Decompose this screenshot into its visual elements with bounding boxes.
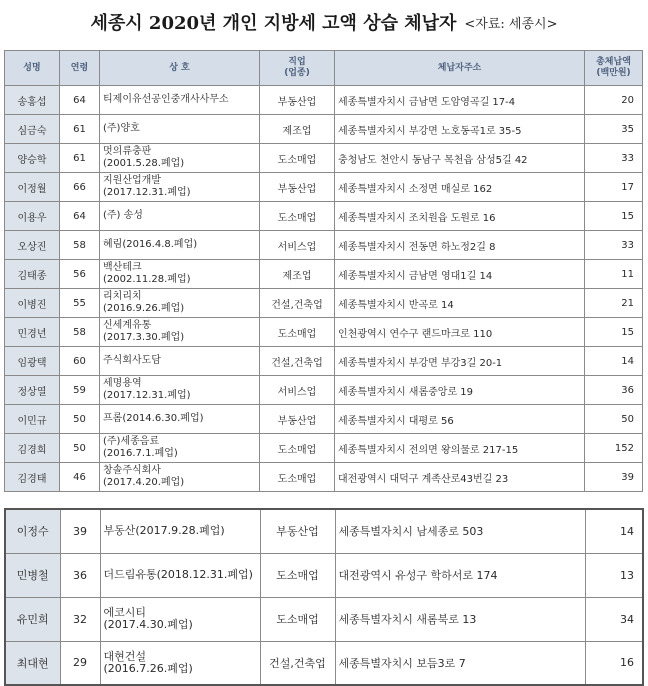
cell-age: 58 — [60, 318, 100, 347]
cell-industry: 부동산업 — [260, 173, 335, 202]
cell-name: 양승학 — [5, 144, 60, 173]
cell-name: 이정수 — [5, 509, 60, 553]
table-row — [5, 289, 643, 318]
business-name: 부동산(2017.9.28.폐업) — [103, 524, 225, 538]
cell-age: 55 — [60, 289, 100, 318]
cell-address: 세종특별자치시 남세종로 503 — [335, 509, 585, 553]
business-closure-note: (2017.12.31.폐업) — [103, 390, 191, 401]
business-name: 대현건설 — [103, 649, 147, 663]
cell-industry: 도소매업 — [260, 202, 335, 231]
cell-industry: 제조업 — [260, 260, 335, 289]
cell-age: 61 — [60, 144, 100, 173]
cell-industry: 서비스업 — [260, 231, 335, 260]
table-row — [5, 260, 643, 289]
cell-amount: 14 — [585, 509, 643, 553]
cell-name: 정상열 — [5, 376, 60, 405]
cell-name: 김태종 — [5, 260, 60, 289]
cell-address: 세종특별자치시 금남면 도암영곡길 17-4 — [335, 86, 585, 115]
business-closure-note: (2016.7.1.폐업) — [103, 448, 178, 459]
header-amount — [585, 51, 643, 86]
business-closure-note: (2002.11.28.폐업) — [103, 274, 191, 285]
cell-amount: 34 — [585, 597, 643, 641]
cell-age: 36 — [60, 553, 100, 597]
table-row — [5, 641, 643, 685]
business-name: 리치리치 — [103, 291, 142, 302]
delinquent-table-upper — [4, 50, 643, 492]
cell-amount: 13 — [585, 553, 643, 597]
cell-address: 세종특별자치시 대평로 56 — [335, 405, 585, 434]
cell-industry: 도소매업 — [260, 463, 335, 492]
cell-industry: 도소매업 — [260, 553, 335, 597]
table-row — [5, 376, 643, 405]
cell-address: 대전광역시 대덕구 계족산로43번길 23 — [335, 463, 585, 492]
cell-amount: 36 — [585, 376, 643, 405]
cell-address: 세종특별자치시 전동면 하노정2길 8 — [335, 231, 585, 260]
table-row — [5, 231, 643, 260]
delinquent-table-lower — [4, 508, 644, 686]
cell-age: 66 — [60, 173, 100, 202]
cell-name: 심금숙 — [5, 115, 60, 144]
document-title — [0, 0, 648, 44]
cell-industry: 도소매업 — [260, 434, 335, 463]
cell-address: 세종특별자치시 새롬북로 13 — [335, 597, 585, 641]
cell-industry: 부동산업 — [260, 509, 335, 553]
cell-industry: 부동산업 — [260, 86, 335, 115]
cell-amount: 33 — [585, 144, 643, 173]
cell-business — [100, 347, 260, 376]
table-row — [5, 509, 643, 553]
table-row — [5, 553, 643, 597]
cell-industry: 제조업 — [260, 115, 335, 144]
cell-business — [100, 641, 260, 685]
cell-name: 민병철 — [5, 553, 60, 597]
cell-industry: 도소매업 — [260, 318, 335, 347]
cell-business — [100, 509, 260, 553]
business-name: (주) 송성 — [103, 210, 143, 221]
cell-business — [100, 144, 260, 173]
business-name: (주)세종음료 — [103, 436, 160, 447]
cell-industry: 도소매업 — [260, 597, 335, 641]
cell-industry: 건설,건축업 — [260, 347, 335, 376]
cell-name: 송홍섭 — [5, 86, 60, 115]
cell-address: 세종특별자치시 소정면 매실로 162 — [335, 173, 585, 202]
table-row — [5, 202, 643, 231]
business-name: 프롬(2014.6.30.폐업) — [103, 413, 204, 424]
cell-name: 임광택 — [5, 347, 60, 376]
header-name: 성명 — [5, 51, 60, 86]
table-row — [5, 434, 643, 463]
cell-age: 64 — [60, 86, 100, 115]
cell-name: 이병진 — [5, 289, 60, 318]
cell-address: 세종특별자치시 전의면 왕의물로 217-15 — [335, 434, 585, 463]
cell-business — [100, 376, 260, 405]
business-closure-note: (2016.9.26.폐업) — [103, 303, 185, 314]
cell-age: 58 — [60, 231, 100, 260]
cell-business — [100, 173, 260, 202]
cell-business — [100, 260, 260, 289]
business-name: 세명용역 — [103, 378, 142, 389]
cell-amount: 152 — [585, 434, 643, 463]
table-row — [5, 86, 643, 115]
cell-address: 세종특별자치시 보듬3로 7 — [335, 641, 585, 685]
cell-address: 세종특별자치시 반곡로 14 — [335, 289, 585, 318]
table-row — [5, 597, 643, 641]
cell-name: 이민규 — [5, 405, 60, 434]
cell-industry: 건설,건축업 — [260, 289, 335, 318]
cell-industry: 서비스업 — [260, 376, 335, 405]
cell-age: 46 — [60, 463, 100, 492]
cell-business — [100, 231, 260, 260]
cell-age: 61 — [60, 115, 100, 144]
cell-name: 이정월 — [5, 173, 60, 202]
cell-business — [100, 115, 260, 144]
cell-amount: 39 — [585, 463, 643, 492]
cell-age: 32 — [60, 597, 100, 641]
table-row — [5, 318, 643, 347]
cell-age: 59 — [60, 376, 100, 405]
cell-name: 최대현 — [5, 641, 60, 685]
cell-business — [100, 318, 260, 347]
table-row — [5, 347, 643, 376]
cell-amount: 20 — [585, 86, 643, 115]
cell-amount: 15 — [585, 318, 643, 347]
cell-industry: 도소매업 — [260, 144, 335, 173]
cell-amount: 15 — [585, 202, 643, 231]
cell-name: 김경태 — [5, 463, 60, 492]
cell-name: 민경년 — [5, 318, 60, 347]
cell-name: 이용우 — [5, 202, 60, 231]
cell-address: 세종특별자치시 조치원읍 도원로 16 — [335, 202, 585, 231]
business-name: 지원산업개발 — [103, 175, 161, 186]
business-name: 백산테크 — [103, 262, 142, 273]
cell-age: 29 — [60, 641, 100, 685]
cell-age: 64 — [60, 202, 100, 231]
cell-name: 유민희 — [5, 597, 60, 641]
cell-amount: 16 — [585, 641, 643, 685]
cell-amount: 33 — [585, 231, 643, 260]
table-row — [5, 173, 643, 202]
business-name: 멋의류충판 — [103, 146, 152, 157]
cell-industry: 부동산업 — [260, 405, 335, 434]
cell-amount: 11 — [585, 260, 643, 289]
cell-age: 39 — [60, 509, 100, 553]
cell-industry: 건설,건축업 — [260, 641, 335, 685]
cell-name: 오상진 — [5, 231, 60, 260]
cell-amount: 14 — [585, 347, 643, 376]
business-closure-note: (2017.4.20.폐업) — [103, 477, 185, 488]
cell-address: 세종특별자치시 부강면 부강3길 20-1 — [335, 347, 585, 376]
table-row — [5, 463, 643, 492]
title-source: <자료: 세종시> — [464, 16, 558, 32]
cell-amount: 21 — [585, 289, 643, 318]
cell-business — [100, 86, 260, 115]
cell-business — [100, 405, 260, 434]
header-address: 체납자주소 — [335, 51, 585, 86]
business-closure-note: (2016.7.26.폐업) — [103, 661, 193, 675]
header-industry-line2: (업종) — [284, 68, 310, 78]
cell-age: 56 — [60, 260, 100, 289]
cell-name: 김경희 — [5, 434, 60, 463]
table-row — [5, 115, 643, 144]
cell-business — [100, 463, 260, 492]
header-amount-line1: 총체납액 — [596, 57, 631, 67]
cell-address: 세종특별자치시 금남면 영대1길 14 — [335, 260, 585, 289]
cell-age: 60 — [60, 347, 100, 376]
cell-address: 인천광역시 연수구 랜드마크로 110 — [335, 318, 585, 347]
business-name: 에코시티 — [103, 606, 147, 619]
business-name: (주)양호 — [103, 123, 140, 134]
title-main: 세종시 2020년 개인 지방세 고액 상습 체납자 — [90, 13, 457, 34]
business-name: 티제이유선공인중개사사무소 — [103, 94, 229, 105]
business-closure-note: (2017.3.30.폐업) — [103, 332, 185, 343]
table-row — [5, 405, 643, 434]
business-closure-note: (2017.4.30.폐업) — [103, 618, 193, 631]
cell-amount: 35 — [585, 115, 643, 144]
header-business: 상 호 — [100, 51, 260, 86]
business-name: 혜림(2016.4.8.폐업) — [103, 239, 198, 250]
cell-age: 50 — [60, 434, 100, 463]
business-closure-note: (2017.12.31.폐업) — [103, 187, 191, 198]
cell-amount: 50 — [585, 405, 643, 434]
business-name: 주식회사도담 — [103, 355, 161, 366]
header-age: 연령 — [60, 51, 100, 86]
cell-business — [100, 289, 260, 318]
header-amount-line2: (백만원) — [596, 68, 631, 78]
table-header-row — [5, 51, 643, 86]
cell-age: 50 — [60, 405, 100, 434]
cell-amount: 17 — [585, 173, 643, 202]
cell-address: 세종특별자치시 부강면 노호동곡1로 35-5 — [335, 115, 585, 144]
business-name: 더드림유통(2018.12.31.폐업) — [103, 568, 253, 581]
business-name: 신세계유통 — [103, 320, 152, 331]
cell-address: 세종특별자치시 새롬중앙로 19 — [335, 376, 585, 405]
cell-address: 충청남도 천안시 동남구 목천읍 삼성5길 42 — [335, 144, 585, 173]
cell-business — [100, 202, 260, 231]
cell-business — [100, 553, 260, 597]
table-row — [5, 144, 643, 173]
cell-address: 대전광역시 유성구 학하서로 174 — [335, 553, 585, 597]
cell-business — [100, 597, 260, 641]
business-name: 창솔주식회사 — [103, 465, 161, 476]
header-industry — [260, 51, 335, 86]
cell-business — [100, 434, 260, 463]
header-industry-line1: 직업 — [288, 57, 306, 67]
business-closure-note: (2001.5.28.폐업) — [103, 158, 185, 169]
